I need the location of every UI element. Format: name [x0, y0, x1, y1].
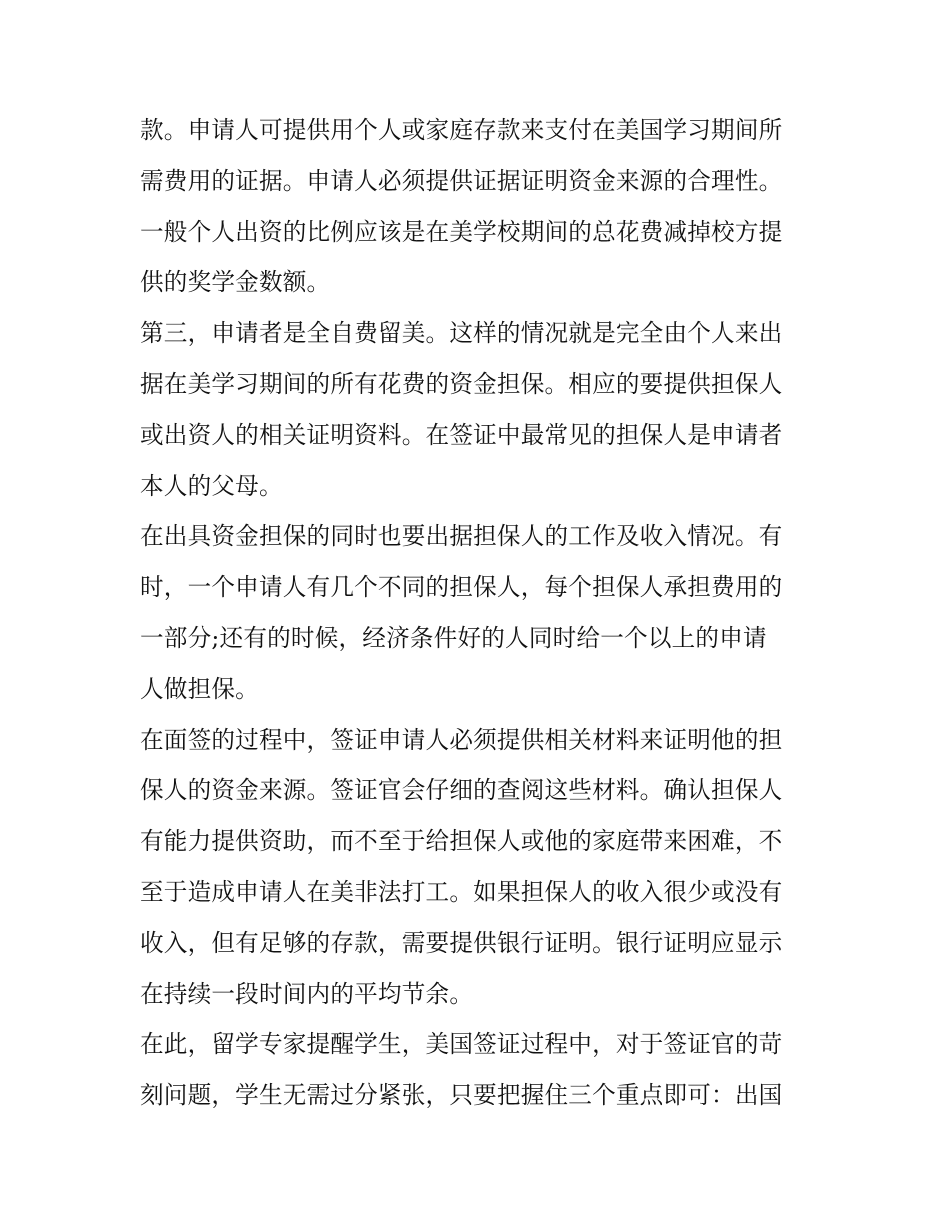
text-line: 收入，但有足够的存款，需要提供银行证明。银行证明应显示	[140, 928, 783, 957]
text-line: 需费用的证据。申请人必须提供证据证明资金来源的合理性。	[140, 166, 783, 195]
text-line: 一般个人出资的比例应该是在美学校期间的总花费减掉校方提	[140, 217, 783, 246]
text-line: 至于造成申请人在美非法打工。如果担保人的收入很少或没有	[140, 877, 783, 906]
text-line: 供的奖学金数额。	[140, 268, 331, 297]
text-line: 据在美学习期间的所有花费的资金担保。相应的要提供担保人	[140, 369, 783, 398]
text-line: 款。申请人可提供用个人或家庭存款来支付在美国学习期间所	[140, 116, 783, 144]
text-line: 在此，留学专家提醒学生，美国签证过程中，对于签证官的苛	[140, 1030, 783, 1059]
text-line: 在持续一段时间内的平均节余。	[140, 979, 474, 1008]
text-line: 在出具资金担保的同时也要出据担保人的工作及收入情况。有	[140, 522, 783, 551]
text-line: 人做担保。	[140, 674, 259, 703]
text-line: 本人的父母。	[140, 471, 283, 500]
text-line: 时，一个申请人有几个不同的担保人，每个担保人承担费用的	[140, 573, 783, 602]
text-line: 在面签的过程中，签证申请人必须提供相关材料来证明他的担	[140, 725, 783, 754]
text-line: 或出资人的相关证明资料。在签证中最常见的担保人是申请者	[140, 420, 783, 449]
text-line: 有能力提供资助，而不至于给担保人或他的家庭带来困难，不	[140, 827, 783, 856]
text-line: 保人的资金来源。签证官会仔细的查阅这些材料。确认担保人	[140, 776, 783, 805]
document-body	[140, 105, 812, 1121]
text-line: 第三，申请者是全自费留美。这样的情况就是完全由个人来出	[140, 319, 783, 348]
text-line: 一部分;还有的时候，经济条件好的人同时给一个以上的申请	[140, 623, 767, 652]
text-line: 刻问题，学生无需过分紧张，只要把握住三个重点即可：出国	[140, 1081, 783, 1110]
